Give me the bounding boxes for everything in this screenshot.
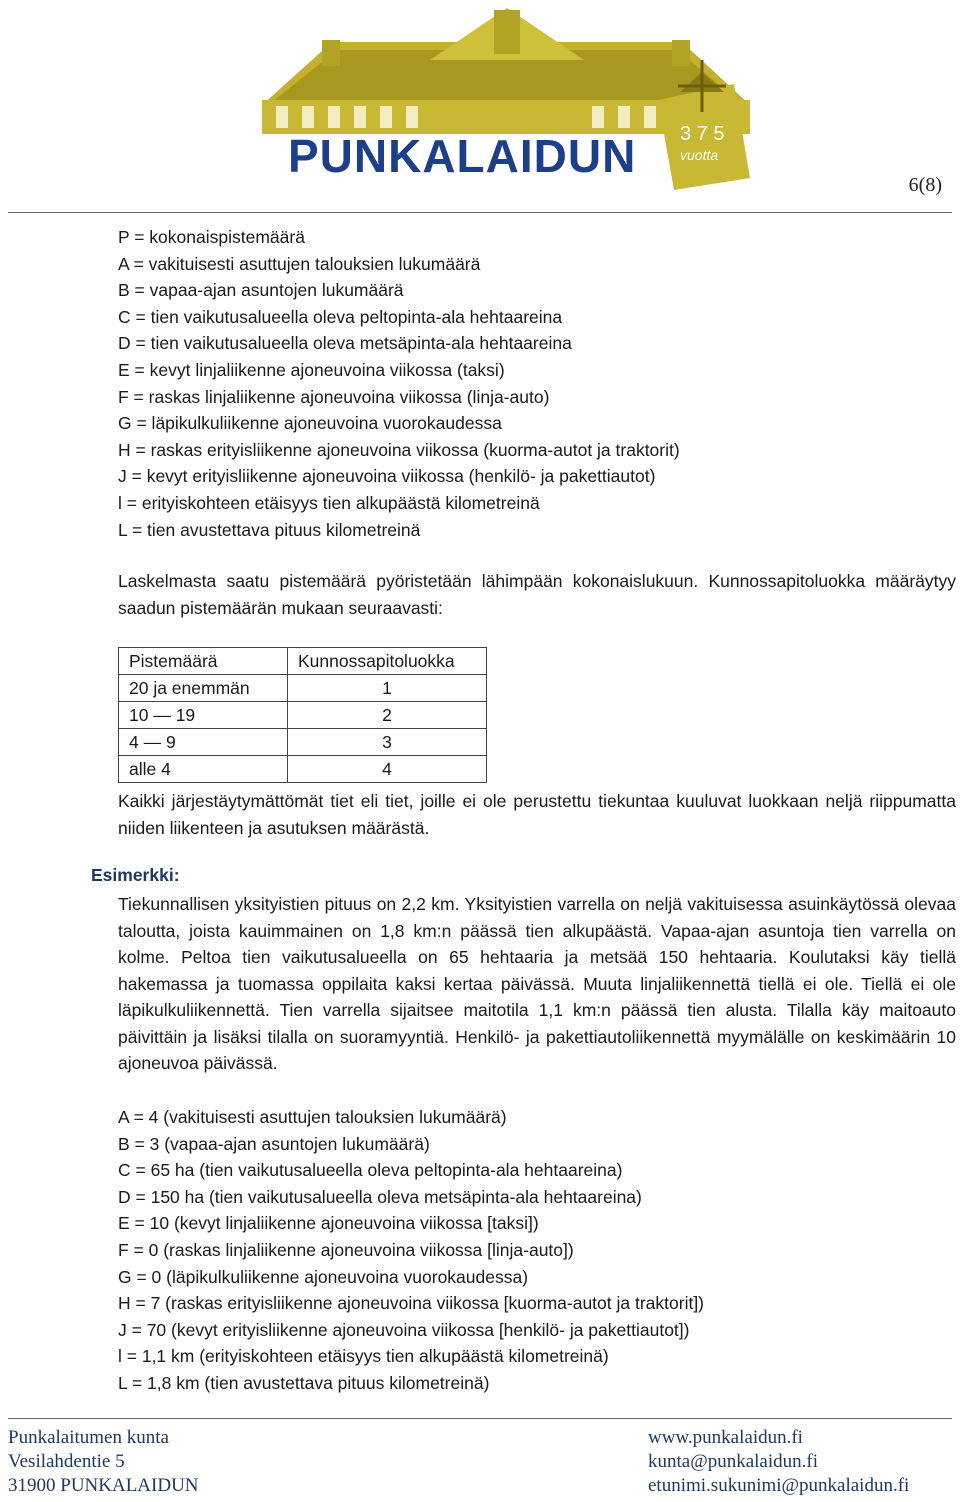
definition-item: H = raskas erityisliikenne ajoneuvoina viikossa (kuorma-autot ja traktorit)	[118, 439, 680, 460]
footer-street: Vesilahdentie 5	[8, 1451, 125, 1472]
definition-item: A = vakituisesti asuttujen talouksien lukumäärä	[118, 253, 481, 274]
value-item: J = 70 (kevyt erityisliikenne ajoneuvoina viikossa [henkilö- ja pakettiautot])	[118, 1319, 690, 1340]
value-item: E = 10 (kevyt linjaliikenne ajoneuvoina viikossa [taksi])	[118, 1213, 539, 1234]
footer-divider	[8, 1418, 952, 1419]
example-heading: Esimerkki:	[91, 865, 180, 885]
definition-item: l = erityiskohteen etäisyys tien alkupäästä kilometreinä	[118, 492, 540, 513]
page-number: 6(8)	[908, 174, 942, 196]
footer-postal: 31900 PUNKALAIDUN	[8, 1475, 199, 1496]
table-cell: 20 ja enemmän	[119, 675, 288, 702]
example-values	[118, 1104, 704, 1397]
table-cell: 3	[288, 729, 487, 756]
footer-email-link[interactable]: kunta@punkalaidun.fi	[648, 1451, 818, 1472]
definition-item: J = kevyt erityisliikenne ajoneuvoina viikossa (henkilö- ja pakettiautot)	[118, 466, 656, 487]
value-item: B = 3 (vapaa-ajan asuntojen lukumäärä)	[118, 1133, 430, 1154]
footer-website-link[interactable]: www.punkalaidun.fi	[648, 1427, 803, 1448]
value-item: C = 65 ha (tien vaikutusalueella oleva peltopinta-ala hehtaareina)	[118, 1160, 623, 1181]
value-item: A = 4 (vakituisesti asuttujen talouksien lukumäärä)	[118, 1107, 507, 1127]
footer-organization: Punkalaitumen kunta	[8, 1427, 169, 1448]
footer-personal-email-link[interactable]: etunimi.sukunimi@punkalaidun.fi	[648, 1475, 910, 1496]
definition-item: B = vapaa-ajan asuntojen lukumäärä	[118, 280, 404, 301]
value-item: H = 7 (raskas erityisliikenne ajoneuvoina viikossa [kuorma-autot ja traktorit])	[118, 1293, 705, 1314]
table-row	[119, 729, 487, 756]
unorganized-roads-paragraph: Kaikki järjestäytymättömät tiet eli tiet, joille ei ole perustettu tiekuntaa kuuluvat luokkaan neljä riippumatta niiden liikenteen ja asutuksen määrästä.	[118, 791, 956, 838]
table-row	[119, 702, 487, 729]
table-header-row	[119, 648, 487, 675]
table-header-cell: Kunnossapitoluokka	[288, 648, 487, 675]
table-row	[119, 675, 487, 702]
header-divider	[8, 212, 952, 213]
definition-item: C = tien vaikutusalueella oleva peltopinta-ala hehtaareina	[118, 306, 563, 327]
punkalaidun-logo	[262, 0, 752, 190]
definition-item: G = läpikulkuliikenne ajoneuvoina vuorokaudessa	[118, 413, 502, 434]
definition-item: P = kokonaispistemäärä	[118, 227, 305, 247]
table-cell: alle 4	[119, 756, 288, 783]
definition-item: E = kevyt linjaliikenne ajoneuvoina viikossa (taksi)	[118, 359, 505, 380]
table-cell: 1	[288, 675, 487, 702]
value-item: F = 0 (raskas linjaliikenne ajoneuvoina viikossa [linja-auto])	[118, 1239, 574, 1260]
table-row	[119, 756, 487, 783]
variable-definitions	[118, 224, 958, 543]
value-item: l = 1,1 km (erityiskohteen etäisyys tien alkupäästä kilometreinä)	[118, 1346, 609, 1367]
logo-wordmark: PUNKALAIDUN	[288, 130, 637, 182]
footer-address	[8, 1426, 199, 1498]
table-cell: 4 — 9	[119, 729, 288, 756]
table-cell: 2	[288, 702, 487, 729]
table-cell: 10 — 19	[119, 702, 288, 729]
definition-item: F = raskas linjaliikenne ajoneuvoina viikossa (linja-auto)	[118, 386, 550, 407]
value-item: G = 0 (läpikulkuliikenne ajoneuvoina vuorokaudessa)	[118, 1266, 529, 1287]
table-header-cell: Pistemäärä	[119, 648, 288, 675]
definition-item: L = tien avustettava pituus kilometreinä	[118, 519, 421, 540]
value-item: L = 1,8 km (tien avustettava pituus kilometreinä)	[118, 1372, 490, 1393]
example-paragraph: Tiekunnallisen yksityistien pituus on 2,2 km. Yksityistien varrella on neljä vakituisessa asuinkäytössä olevaa taloutta, joista kauimmainen on 1,8 km:n päässä tien alkupäästä. Vapaa-ajan asuntoja tien varrella on kolme. Peltoa tien vaikutusalueella on 65 hehtaaria ja metsää 150 hehtaaria. Koulutaksi käy tiellä hakemassa ja tuomassa oppilaita kaksi kertaa päivässä. Muuta linjaliikennettä tiellä ei ole. Tiellä ei ole läpikulkuliikennettä. Tien varrella sijaitsee maitotila 1,1 km:n päässä tien alusta. Tilalla käy maitoauto päivittäin ja lisäksi tilalla on suoramyyntiä. Henkilö- ja pakettiautoliikennettä myymälälle on keskimäärin 10 ajoneuvoa päivässä.	[118, 894, 956, 1073]
definition-item: D = tien vaikutusalueella oleva metsäpinta-ala hehtaareina	[118, 333, 572, 354]
maintenance-class-table	[118, 647, 487, 783]
svg-text:vuotta: vuotta	[680, 147, 719, 163]
value-item: D = 150 ha (tien vaikutusalueella oleva metsäpinta-ala hehtaareina)	[118, 1186, 642, 1207]
svg-text:3 7 5: 3 7 5	[680, 123, 725, 145]
footer-contacts	[648, 1426, 909, 1498]
table-cell: 4	[288, 756, 487, 783]
rounding-paragraph: Laskelmasta saatu pistemäärä pyöristetään lähimpään kokonaislukuun. Kunnossapitoluokka määräytyy saadun pistemäärän mukaan seuraavasti:	[118, 571, 956, 618]
